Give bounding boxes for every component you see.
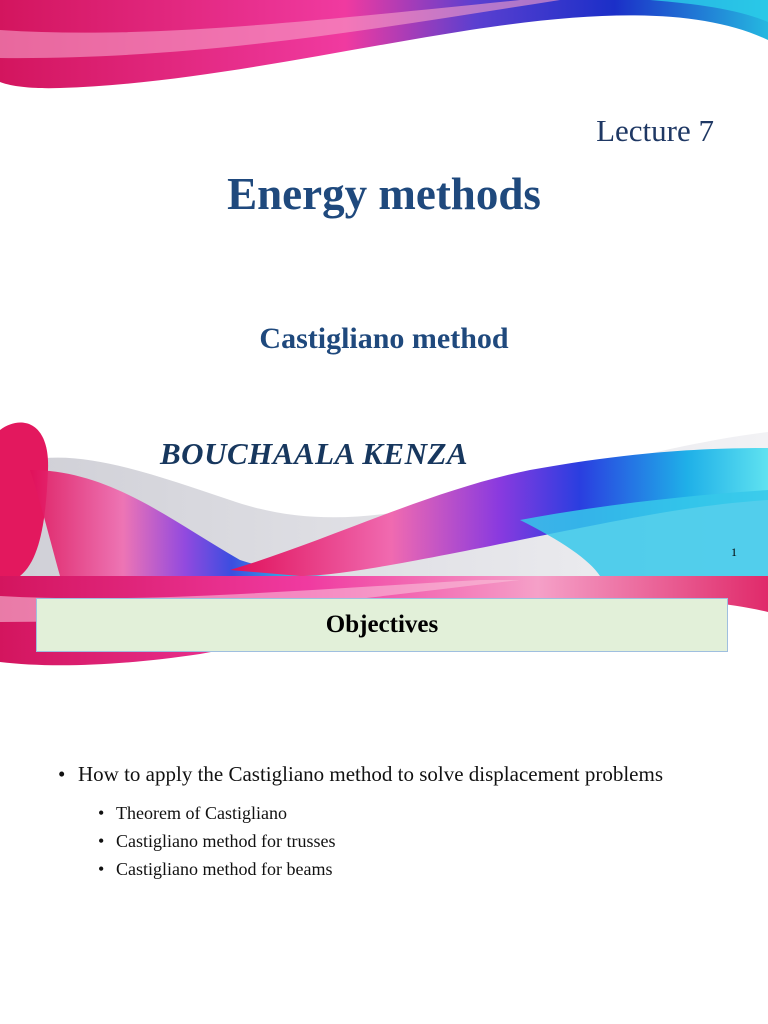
bullet-text: How to apply the Castigliano method to solve displacement problems [78,762,663,786]
objectives-title: Objectives [325,611,439,638]
bullet-text: Theorem of Castigliano [116,803,287,823]
bullet-icon: • [98,859,105,879]
sub-list [98,799,698,883]
slide-title: Energy methods [227,169,541,219]
list-item [58,762,698,787]
page-number: 1 [731,545,737,559]
objectives-list [58,762,698,883]
bullet-icon: • [98,803,105,823]
objectives-slide [0,576,768,1024]
list-item [98,855,698,883]
bullet-icon: • [98,831,105,851]
bullet-text: Castigliano method for trusses [116,831,336,851]
author-name: BOUCHAALA KENZA [160,436,469,471]
bullet-icon: • [58,762,66,786]
list-item [98,827,698,855]
bullet-text: Castigliano method for beams [116,859,333,879]
lecture-number: Lecture 7 [596,113,714,148]
list-item [98,799,698,827]
objectives-header [36,598,728,652]
slide-subtitle: Castigliano method [259,322,509,355]
